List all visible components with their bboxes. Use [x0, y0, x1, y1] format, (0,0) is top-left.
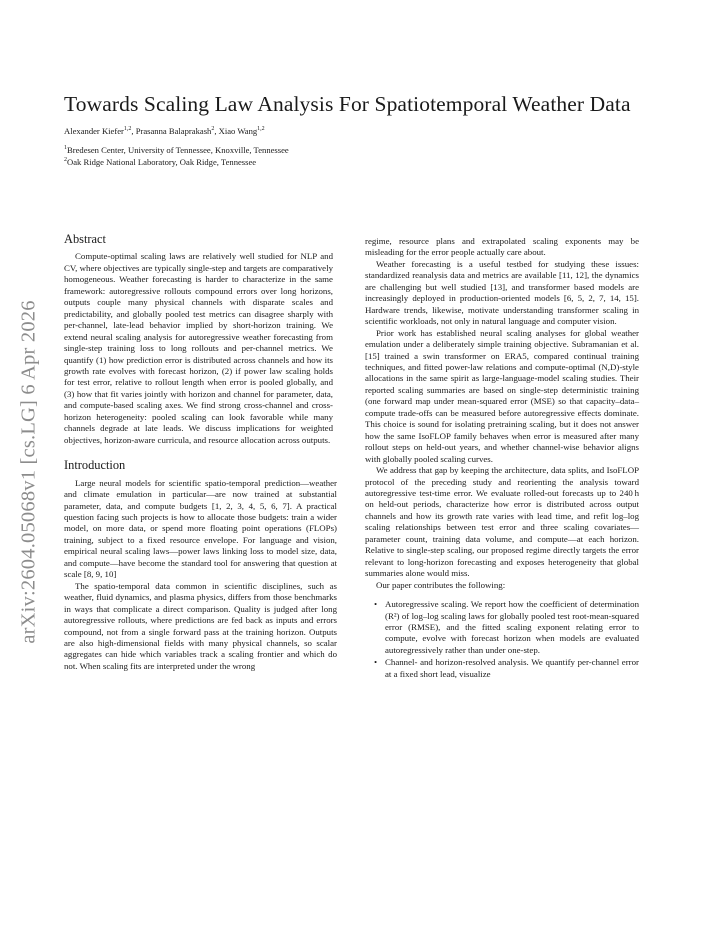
author-affil-mark: 1,2 [123, 126, 132, 133]
bullet-icon: • [374, 599, 378, 610]
affiliation [64, 157, 256, 167]
affiliation-mark: 2 [64, 157, 67, 164]
intro-paragraph: Our paper contributes the following: [376, 579, 506, 590]
intro-paragraph: Prior work has established neural scaling analyses for global weather emulation under a deliberately simple training objective. Subramanian et al. [15] trained a swin transformer on ERA5, compared continual training techniques, and fitted power-law relations and compute-optimal (N,D)-style allocations in the same spirit as large-language-model scaling studies. Their reported scaling summaries are based on single-step deterministic training (one forward map under mean-squared error (MSE) so that capacity–data–compute trade-offs can be measured before autoregressive effects dominate. This choice is sound for isolating pretraining scaling, but it does not answer how the same IsoFLOP family behaves when error is measured after many rollout steps on held-out years, and whether channel-wise behavior aligns with globally pooled scaling curves. [365, 327, 639, 464]
abstract-text: Compute-optimal scaling laws are relatively well studied for NLP and CV, where objectives are typically single-step and targets are comparatively homogeneous. Weather forecasting is harder to characterize in the same framework: autoregressive rollouts compound errors over long horizons, outputs couple many physical channels with disparate scales and predictability, and globally pooled test metrics can disagree sharply with per-channel, late-lead behavior implied by short-horizon training. We extend neural scaling analysis for autoregressive weather forecasting from single-step training loss to long rollouts and per-channel metrics. We quantify (1) how prediction error is distributed across channels and how its growth rate evolves with forecast horizon, (2) if power law scaling holds for test error, relative to rollout length when error is pooled globally, and (3) how that fit varies jointly with horizon and channel for parameter, data, and compute-based scaling axes. We find strong cross-channel and cross-horizon heterogeneity: pooled scaling can look favorable while many channels degrade at late leads. We discuss implications for weighted objectives, horizon-aware curricula, and resource allocation across outputs. [64, 251, 333, 445]
contribution-text: We report how the coefficient of determination (R²) of log–log scaling laws for globally pooled test root-mean-squared error (RMSE), and the fitted scaling exponent relating error to compute, evolve with forecast horizon when models are evaluated autoregressively rather than under one-step. [385, 599, 639, 655]
contribution-item [374, 657, 639, 680]
arxiv-id-text: arXiv:2604.05068v1 [cs.LG] 6 Apr 2026 [17, 300, 40, 644]
intro-paragraph: regime, resource plans and extrapolated scaling exponents may be misleading for the error people actually care about. [365, 236, 639, 258]
author-name: Xiao Wang [218, 126, 258, 136]
intro-paragraph: The spatio-temporal data common in scientific disciplines, such as weather, fluid dynamics, and plasma physics, differs from those benchmarks in ways that complicate a direct comparison. Quality is judged after long autoregressive rollouts, where predictions are fed back as inputs and errors compound, not from a single forward pass at the training horizon. Outputs are also high-dimensional fields with many physical channels, so scalar aggregates can hide which variables track a scaling frontier and which do not. When scaling fits are interpreted under the wrong [64, 580, 337, 671]
affiliation-text: Bredesen Center, University of Tennessee, Knoxville, Tennessee [67, 145, 289, 155]
contribution-item [374, 599, 639, 656]
abstract-heading: Abstract [64, 232, 106, 246]
author-affil-mark: 1,2 [257, 126, 265, 133]
author-list: Alexander Kiefer$^{1,2}$, Prasanna Balaprakash$^2$, Xiao Wang$^{1,2}$ [64, 126, 265, 136]
right-column [365, 236, 639, 681]
bullet-icon: • [374, 657, 378, 668]
affiliation-text: Oak Ridge National Laboratory, Oak Ridge, Tennessee [67, 157, 257, 167]
arxiv-identifier [10, 266, 48, 678]
affiliation [64, 145, 289, 155]
contribution-lead: Channel- and horizon-resolved analysis. [385, 657, 529, 668]
contribution-text: We quantify per-channel error at a fixed short lead, visualize [385, 657, 639, 679]
author-name: Prasanna Balaprakash [135, 126, 212, 136]
contribution-list [365, 599, 639, 680]
paper-title: Towards Scaling Law Analysis For Spatiotemporal Weather Data [64, 92, 631, 116]
contribution-lead: Autoregressive scaling. [385, 599, 469, 610]
intro-paragraph: We address that gap by keeping the architecture, data splits, and IsoFLOP protocol of the preceding study and reorienting the analysis toward autoregressive test-time error. We evaluate rolled-out forecasts up to 240 h on held-out periods, characterize how error is distributed across output channels and how its growth rate varies with lead time, and refit log–log scaling relationships between test error and three scaling covariates—parameter count, training data volume, and compute—at each horizon. Relative to single-step scaling, our proposed regime directly targets the error relevant to long-horizon forecasting and exposes heterogeneity that global summaries alone would miss. [365, 465, 639, 579]
author-affil-mark: 2 [211, 126, 215, 133]
left-column [64, 234, 337, 672]
intro-paragraph: Weather forecasting is a useful testbed for studying these issues: standardized reanalysis data and metrics are available [11, 12], the dynamics are challenging but well studied [13], and transformer based models are increasingly deployed in production-oriented models [6, 5, 2, 7, 14, 15]. Hardware trends, likewise, motivate understanding transformer scaling in scientific workloads, not only in natural language and computer vision. [365, 258, 639, 327]
affiliation-mark: 1 [64, 145, 67, 152]
introduction-heading: Introduction [64, 458, 126, 473]
author-name: Alexander Kiefer [64, 126, 124, 136]
intro-paragraph: Large neural models for scientific spatio-temporal prediction—weather and climate emulation in particular—are now trained at substantial parameter, data, and compute budgets [1, 2, 3, 4, 5, 6, 7]. A practical question facing such projects is how to allocate those budgets: train a wider model, on more data, or spend more floating point operations (FLOPs) training, subject to a fixed resource envelope. For language and vision, empirical neural scaling laws—power laws linking loss to model size, data, and compute—have become the standard tool for answering that question at scale [8, 9, 10] [64, 477, 337, 580]
